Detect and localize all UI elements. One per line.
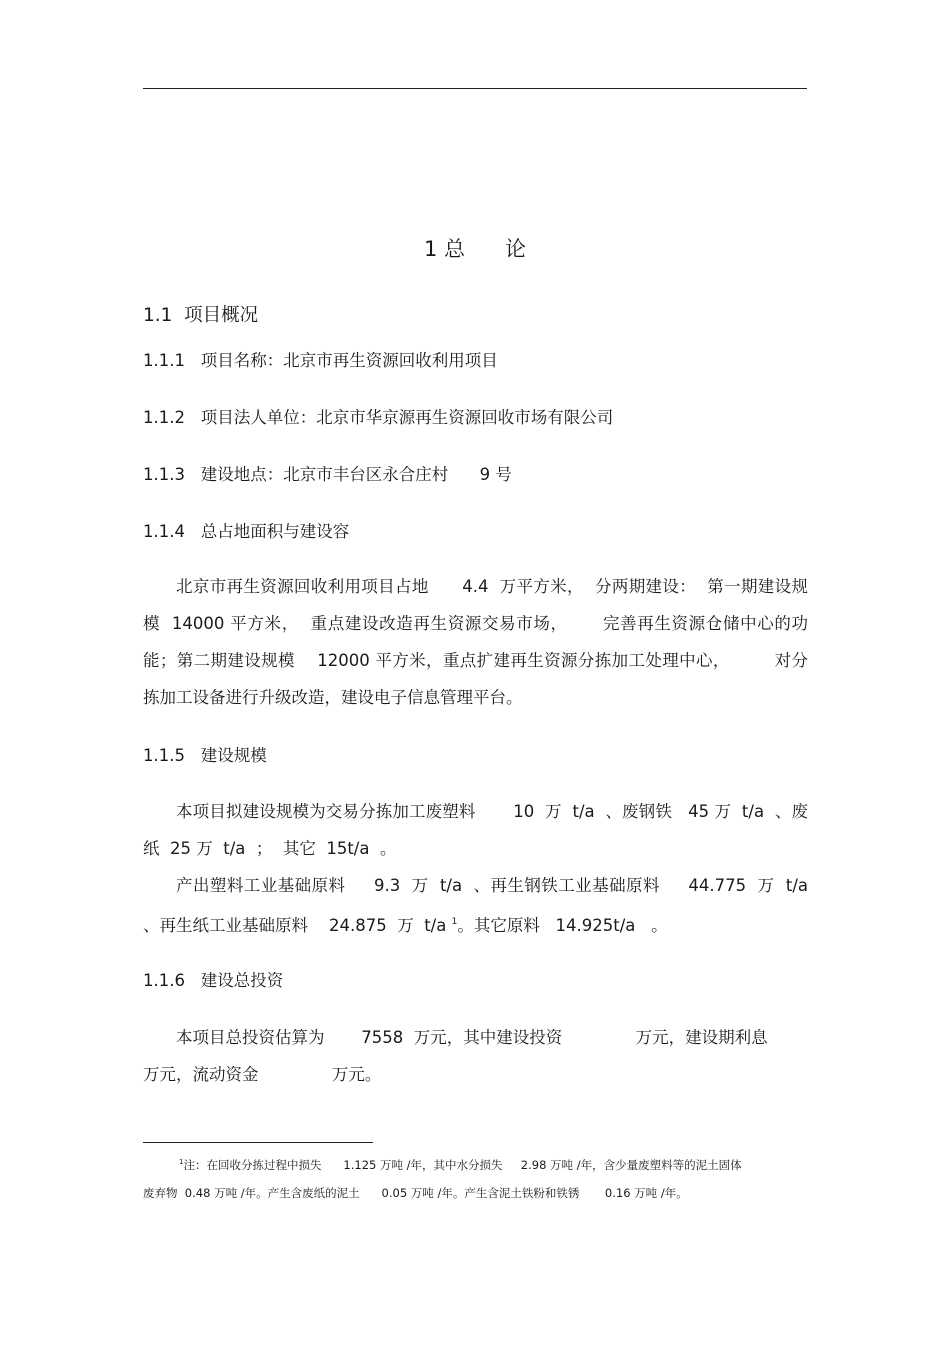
investment-text-2: 万元，流动资金 万元。 (143, 1065, 382, 1084)
scale-text-2b: 。其它原料 14.925t/a 。 (457, 916, 668, 935)
footnote-marker: 1 (179, 1158, 184, 1166)
area-text: 北京市再生资源回收利用项目占地 4.4 万平方米， 分两期建设： 第一期建设规模 14000 平方米， 重点建设改造再生资源交易市场， 完善再生资源仓储中心的功能；第二期建设规模 12000 平方米，重点扩建再生资源分拣加工处理中心， 对分拣加工设备进行升级改造，建设电子信息管理平台。 (143, 577, 808, 707)
section-heading: 1.1 项目概况 (143, 305, 259, 326)
item-scale-heading: 1.1.5 建设规模 (143, 746, 267, 765)
footnote-line-1 (143, 1148, 808, 1179)
footnote-ref[interactable]: 1 (451, 917, 458, 927)
area-paragraph (143, 568, 808, 716)
chapter-title: 1 总 论 (423, 237, 527, 261)
scale-text-1: 本项目拟建设规模为交易分拣加工废塑料 10 万 t/a 、废钢铁 45 万 t/a 、废纸 25 万 t/a ； 其它 15t/a 。 (143, 802, 808, 858)
header-rule (143, 88, 807, 89)
item-project-name: 1.1.1 项目名称：北京市再生资源回收利用项目 (143, 351, 498, 370)
investment-paragraph (143, 1019, 808, 1093)
item-investment-heading: 1.1.6 建设总投资 (143, 971, 284, 990)
item-location: 1.1.3 建设地点：北京市丰台区永合庄村 9 号 (143, 465, 512, 484)
footnote-line-2: 废弃物 0.48 万吨 /年。产生含废纸的泥土 0.05 万吨 /年。产生含泥土铁粉和铁锈 0.16 万吨 /年。 (143, 1186, 688, 1200)
footnote-rule (143, 1142, 373, 1143)
footnote (143, 1148, 808, 1207)
footnote-text-1: 注：在回收分拣过程中损失 1.125 万吨 /年，其中水分损失 2.98 万吨 /年，含少量废塑料等的泥土固体 (183, 1158, 742, 1172)
item-legal-entity: 1.1.2 项目法人单位：北京市华京源再生资源回收市场有限公司 (143, 408, 614, 427)
scale-paragraph (143, 793, 819, 944)
item-area-heading: 1.1.4 总占地面积与建设容 (143, 522, 350, 541)
scale-text-2a: 产出塑料工业基础原料 9.3 万 t/a 、再生钢铁工业基础原料 44.775 万 t/a 、再生纸工业基础原料 24.875 万 t/a (143, 876, 819, 935)
scale-text-2 (143, 867, 819, 944)
investment-text-1: 本项目总投资估算为 7558 万元，其中建设投资 万元，建设期利息 (176, 1028, 768, 1047)
